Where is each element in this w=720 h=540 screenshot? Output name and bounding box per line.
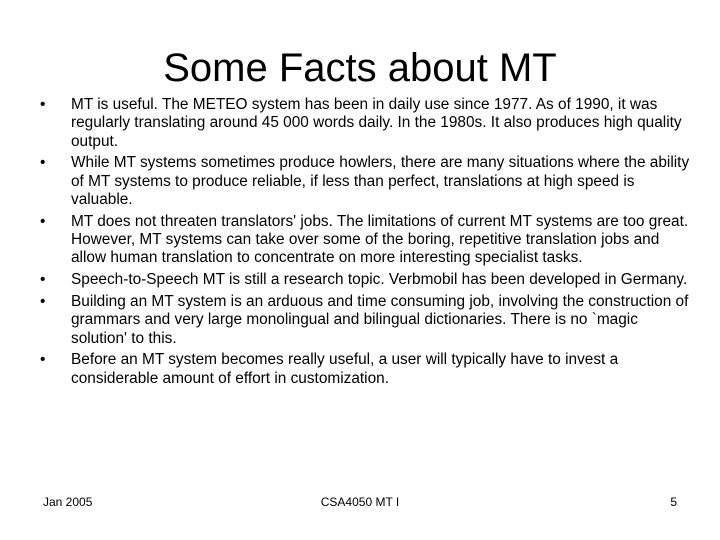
bullet-icon: • <box>40 292 46 310</box>
bullet-text: Before an MT system becomes really useful, a user will typically have to invest a considerable amount of effort in customization. <box>71 351 619 387</box>
bullet-item <box>38 96 690 151</box>
bullet-icon: • <box>40 271 46 289</box>
bullet-icon: • <box>40 96 46 113</box>
bullet-text: While MT systems sometimes produce howlers, there are many situations where the ability of MT systems to produce reliable, if less than perfect, translations at high speed is valuable. <box>71 154 690 208</box>
bullet-list <box>38 96 690 391</box>
bullet-icon: • <box>40 154 46 172</box>
bullet-item <box>38 293 690 348</box>
footer-date: Jan 2005 <box>43 495 93 509</box>
footer-course: CSA4050 MT I <box>320 495 400 509</box>
footer-page-number: 5 <box>670 495 677 509</box>
bullet-item <box>38 213 690 268</box>
bullet-item <box>38 154 690 209</box>
bullet-text: Building an MT system is an arduous and time consuming job, involving the construction of grammars and very large monolingual and bilingual dictionaries. There is no `magic solution' to this. <box>71 292 689 347</box>
bullet-text: MT is useful. The METEO system has been in daily use since 1977. As of 1990, it was regularly translating around 45 000 words daily. In the 1980s. It also produces high quality output. <box>71 96 682 150</box>
bullet-icon: • <box>40 212 46 230</box>
bullet-text: MT does not threaten translators' jobs. The limitations of current MT systems are too great. However, MT systems can take over some of the boring, repetitive translation jobs and allow human translation to concentrate on more interesting specialist tasks. <box>71 212 689 267</box>
bullet-item <box>38 351 690 388</box>
bullet-item <box>38 271 690 289</box>
bullet-text: Speech-to-Speech MT is still a research topic. Verbmobil has been developed in Germany. <box>71 271 688 289</box>
slide-title: Some Facts about MT <box>163 46 557 90</box>
bullet-icon: • <box>40 351 46 369</box>
